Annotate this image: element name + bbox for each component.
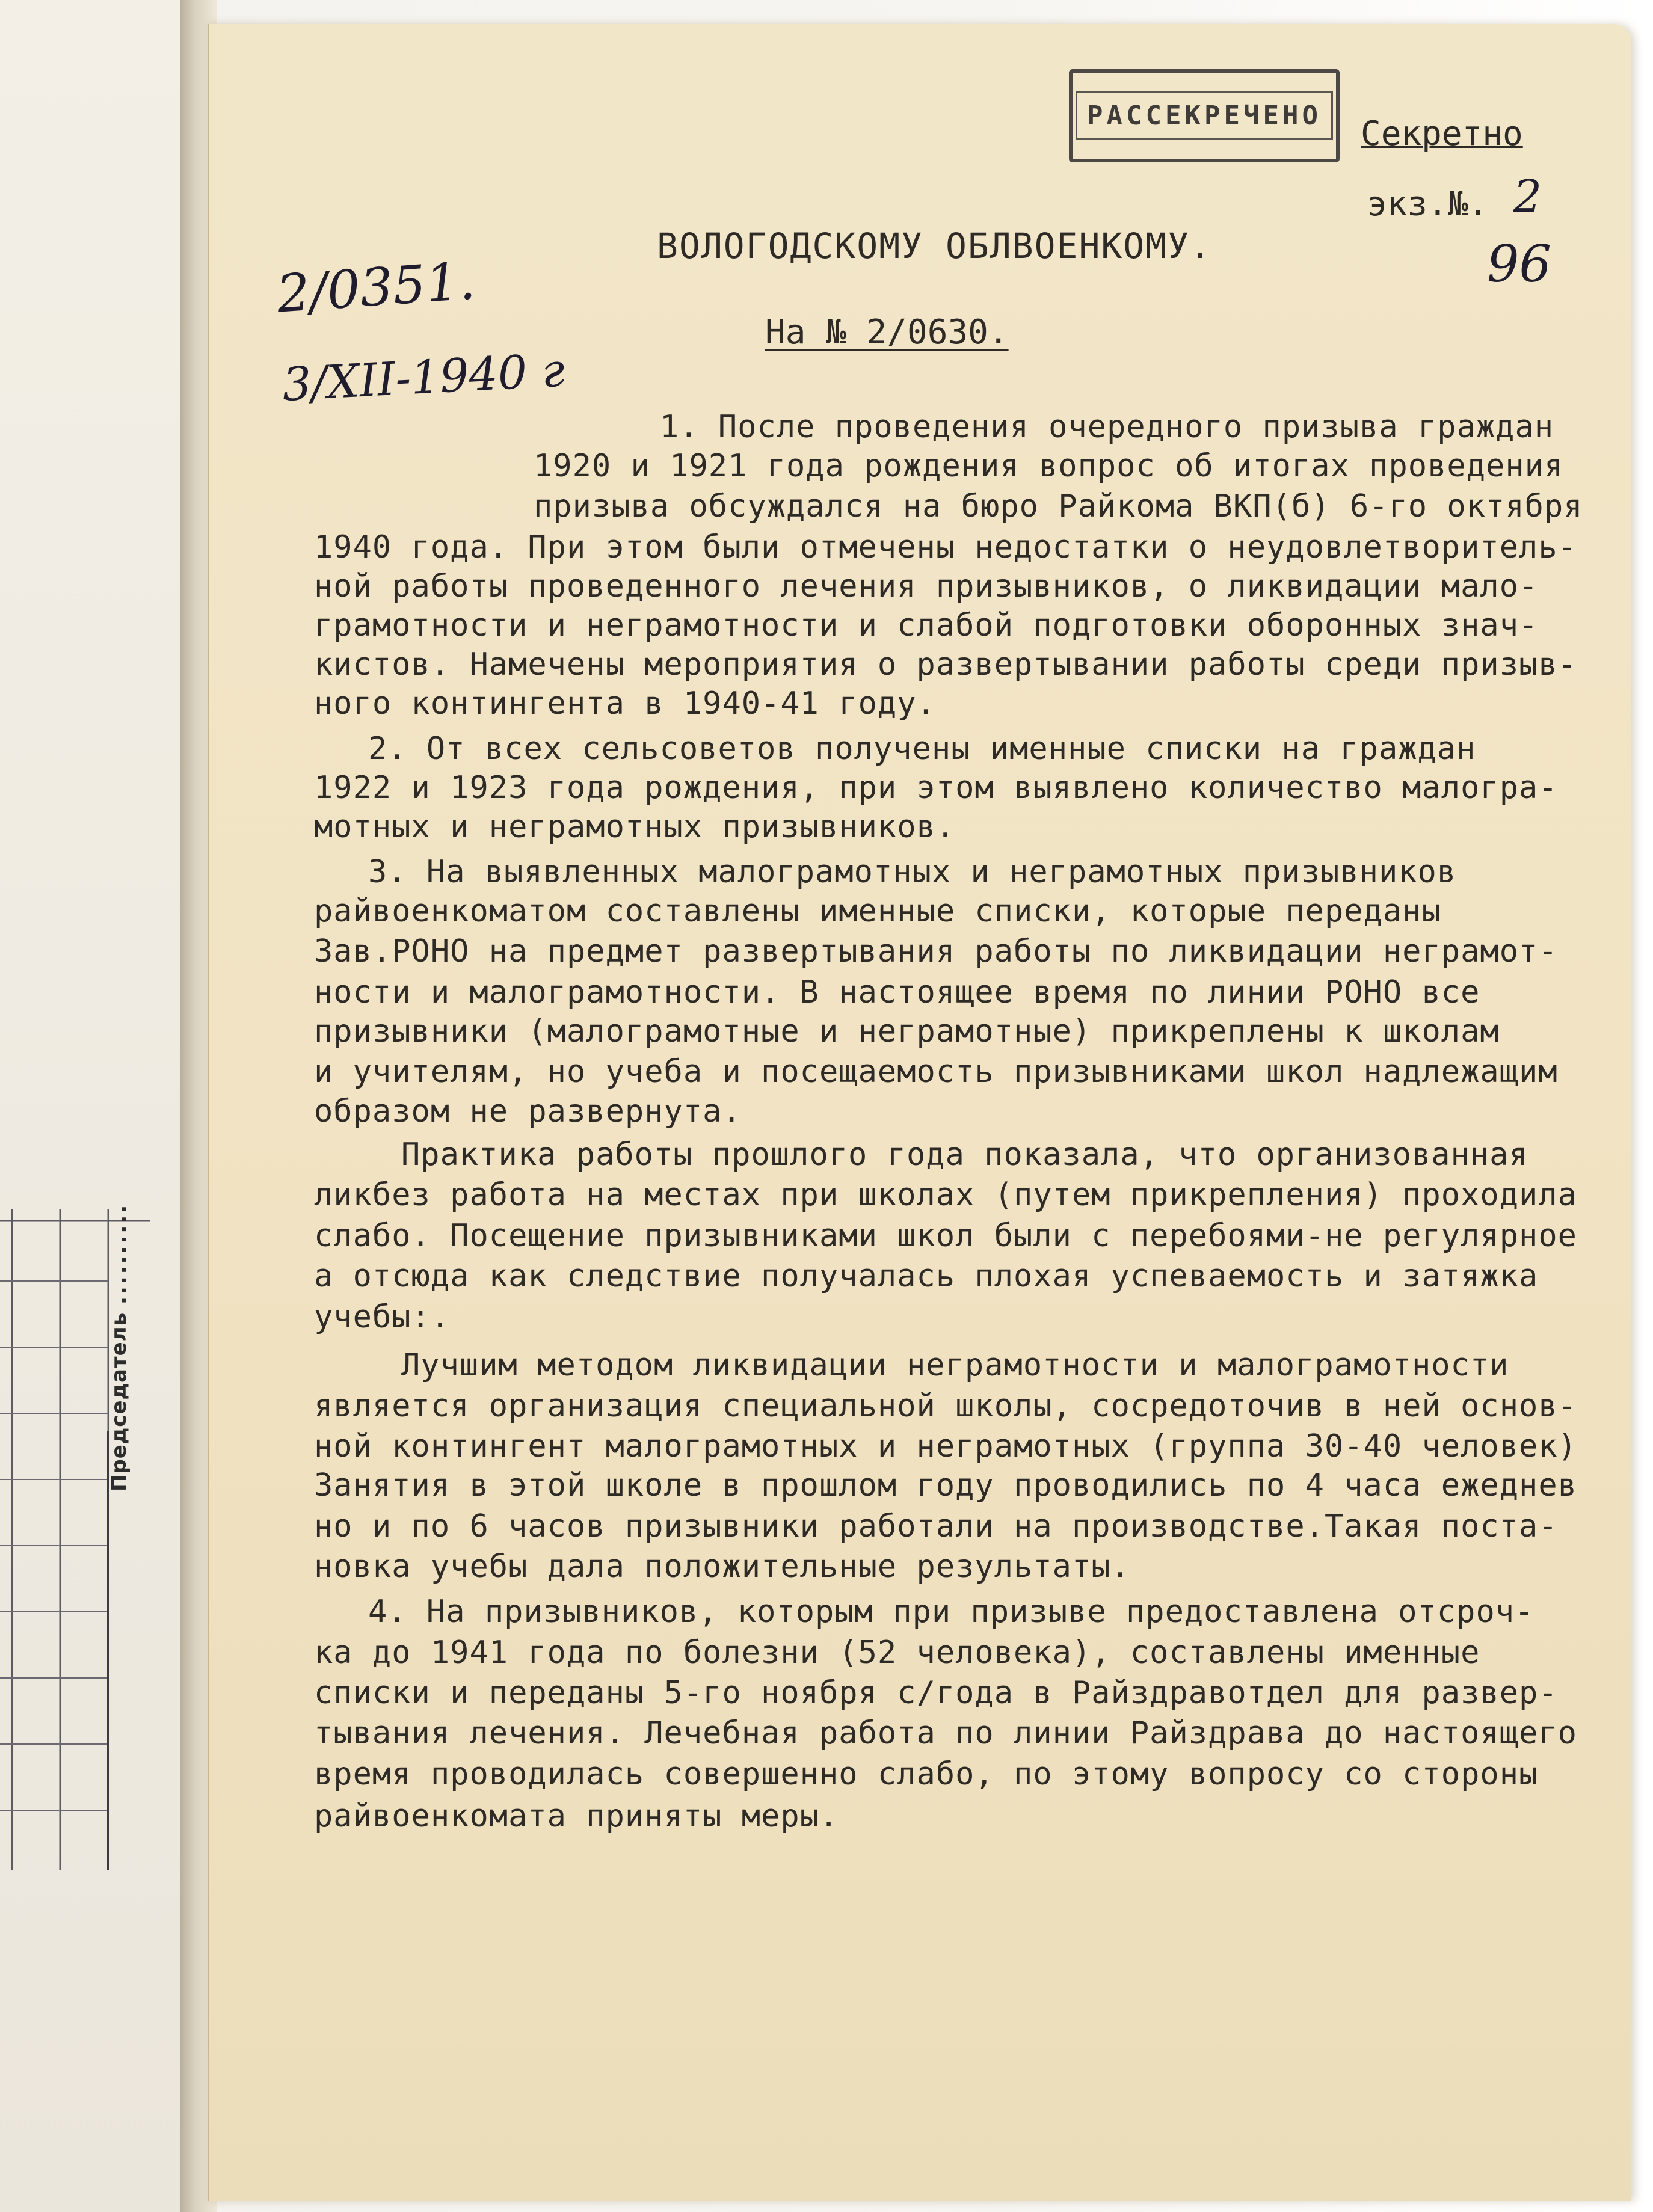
body-line: списки и переданы 5-го ноября с/года в Райздравотдел для развер- <box>314 1675 1558 1711</box>
folio-number: 96 <box>1487 235 1551 293</box>
body-line: ка до 1941 года по болезни (52 человека), составлены именные <box>314 1635 1480 1671</box>
body-line: ной работы проведенного лечения призывников, о ликвидации мало- <box>314 568 1539 604</box>
body-line: а отсюда как следствие получалась плохая успеваемость и затяжка <box>314 1258 1539 1294</box>
body-line: является организация специальной школы, сосредоточив в ней основ- <box>314 1388 1577 1424</box>
body-line: 1. После проведения очередного призыва граждан <box>660 409 1554 445</box>
copy-prefix: экз.№. <box>1367 185 1489 224</box>
body-line: образом не развернута. <box>314 1093 742 1129</box>
copy-number-line <box>1367 171 1542 226</box>
body-line: Практика работы прошлого года показала, что организованная <box>401 1137 1528 1173</box>
body-line: Лучшим методом ликвидации неграмотности и малограмотности <box>401 1347 1509 1383</box>
body-line: тывания лечения. Лечебная работа по линии Райздрава до настоящего <box>314 1715 1577 1751</box>
body-line: Занятия в этой школе в прошлом году проводились по 4 часа ежеднев <box>314 1467 1577 1504</box>
left-page-form <box>0 0 194 2212</box>
body-line: ной контингент малограмотных и неграмотных (группа 30-40 человек) <box>314 1428 1577 1464</box>
secret-mark: Секретно <box>1361 114 1523 153</box>
body-line: 2. От всех сельсоветов получены именные списки на граждан <box>368 731 1476 767</box>
body-line: ликбез работа на местах при школах (путем прикрепления) проходила <box>314 1177 1577 1213</box>
body-line: 3. На выявленных малограмотных и неграмотных призывников <box>368 854 1457 890</box>
body-line: учебы:. <box>314 1299 451 1335</box>
body-line: 1920 и 1921 года рождения вопрос об итогах проведения <box>534 448 1564 484</box>
stamp-text: РАССЕКРЕЧЕНО <box>1087 100 1322 131</box>
body-line: и учителям, но учеба и посещаемость призывниками школ надлежащим <box>314 1054 1558 1090</box>
declassified-stamp <box>1069 69 1340 162</box>
reply-to-reference: На № 2/0630. <box>765 313 1009 352</box>
body-line: мотных и неграмотных призывников. <box>314 809 956 845</box>
addressee-heading: ВОЛОГОДСКОМУ ОБЛВОЕНКОМУ. <box>657 226 1212 266</box>
body-line: Зав.РОНО на предмет развертывания работы по ликвидации неграмот- <box>314 933 1558 969</box>
body-line: 1922 и 1923 года рождения, при этом выявлено количество малогра- <box>314 770 1558 806</box>
body-line: призыва обсуждался на бюро Райкома ВКП(б) 6-го октября <box>534 488 1583 524</box>
body-line: ного контингента в 1940-41 году. <box>314 686 936 722</box>
handwritten-reference-number: 2/0351. <box>275 250 478 325</box>
copy-number-handwritten: 2 <box>1513 171 1542 223</box>
stamp-inner-frame <box>1076 91 1333 140</box>
body-line: но и по 6 часов призывники работали на производстве.Такая поста- <box>314 1508 1558 1544</box>
body-line: райвоенкоматом составлены именные списки, которые переданы <box>314 893 1441 929</box>
body-line: новка учебы дала положительные результаты. <box>314 1549 1130 1585</box>
handwritten-date: 3/XII-1940 г <box>281 343 566 411</box>
body-line: 1940 года. При этом были отмечены недостатки о неудовлетворитель- <box>314 529 1577 565</box>
body-line: 4. На призывников, которым при призыве предоставлена отсроч- <box>368 1594 1534 1630</box>
chairman-label: Председатель .......... <box>107 1202 131 1492</box>
body-line: грамотности и неграмотности и слабой подготовки оборонных знач- <box>314 607 1539 644</box>
body-line: слабо. Посещение призывниками школ были с перебоями-не регулярное <box>314 1218 1577 1254</box>
body-line: райвоенкомата приняты меры. <box>314 1798 839 1834</box>
body-line: кистов. Намечены мероприятия о развертывании работы среди призыв- <box>314 647 1577 683</box>
body-line: призывники (малограмотные и неграмотные) прикреплены к школам <box>314 1013 1500 1049</box>
body-line: время проводилась совершенно слабо, по этому вопросу со стороны <box>314 1756 1539 1792</box>
document-sheet <box>208 24 1631 2201</box>
body-line: ности и малограмотности. В настоящее время по линии РОНО все <box>314 974 1480 1010</box>
